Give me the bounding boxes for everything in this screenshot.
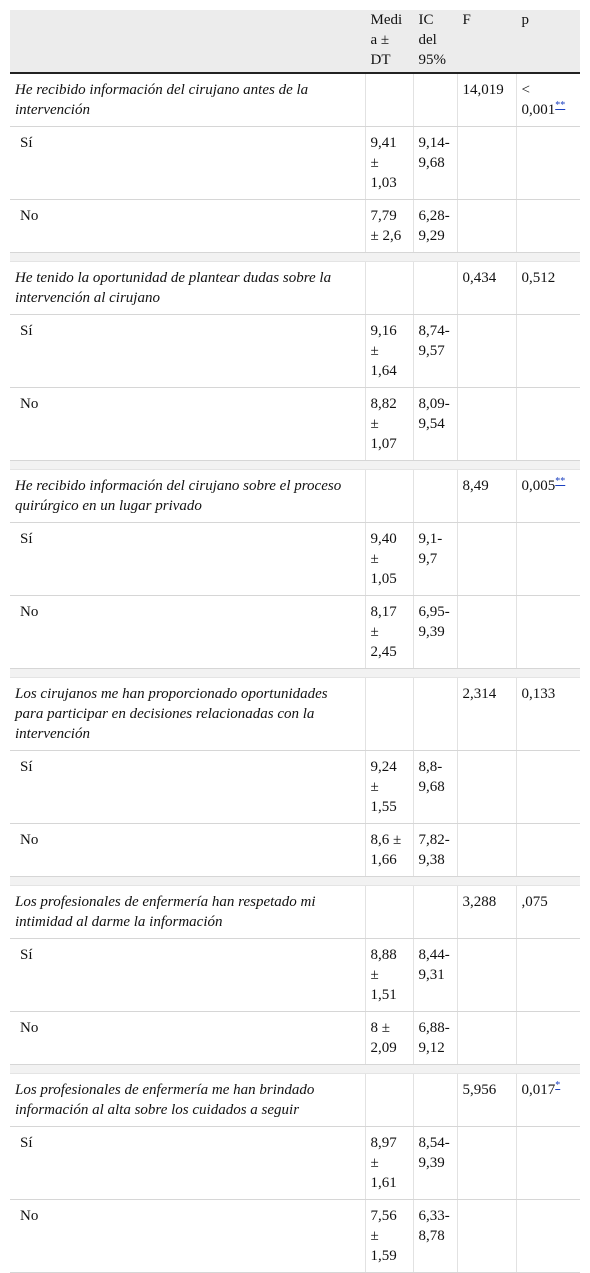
f-value: 8,49	[457, 470, 516, 523]
group-separator	[10, 669, 580, 678]
empty-cell	[457, 1200, 516, 1273]
empty-cell	[516, 388, 580, 461]
answer-row	[10, 1200, 580, 1273]
empty-cell	[516, 751, 580, 824]
question-row	[10, 470, 580, 523]
p-value-cell	[516, 262, 580, 315]
empty-cell	[457, 1012, 516, 1065]
answer-label: Sí	[10, 127, 365, 200]
answer-row	[10, 939, 580, 1012]
answer-label: Sí	[10, 939, 365, 1012]
ic-value: 8,54-9,39	[413, 1127, 457, 1200]
answer-label: No	[10, 596, 365, 669]
empty-cell	[365, 886, 413, 939]
answer-row	[10, 1012, 580, 1065]
answer-row	[10, 200, 580, 253]
header-cell-media: Media ± DT	[365, 10, 413, 73]
answer-label: No	[10, 388, 365, 461]
answer-row	[10, 523, 580, 596]
header-cell-ic: IC del 95%	[413, 10, 457, 73]
empty-cell	[457, 939, 516, 1012]
f-value: 2,314	[457, 678, 516, 751]
table-header	[10, 10, 580, 73]
question-text: He recibido información del cirujano sobre el proceso quirúrgico en un lugar privado	[10, 470, 365, 523]
media-value: 8,6 ± 1,66	[365, 824, 413, 877]
question-row	[10, 73, 580, 127]
header-cell-f: F	[457, 10, 516, 73]
empty-cell	[457, 824, 516, 877]
question-text: Los cirujanos me han proporcionado oportunidades para participar en decisiones relacionadas con la intervención	[10, 678, 365, 751]
empty-cell	[516, 127, 580, 200]
ic-value: 8,8-9,68	[413, 751, 457, 824]
empty-cell	[365, 1074, 413, 1127]
table-body	[10, 73, 580, 1273]
ic-value: 7,82-9,38	[413, 824, 457, 877]
empty-cell	[365, 73, 413, 127]
media-value: 8,88 ± 1,51	[365, 939, 413, 1012]
media-value: 8,17 ± 2,45	[365, 596, 413, 669]
p-value-cell	[516, 73, 580, 127]
p-value-cell	[516, 470, 580, 523]
p-value-cell	[516, 886, 580, 939]
media-value: 9,40 ± 1,05	[365, 523, 413, 596]
question-text: Los profesionales de enfermería han respetado mi intimidad al darme la información	[10, 886, 365, 939]
empty-cell	[413, 1074, 457, 1127]
ic-value: 6,88-9,12	[413, 1012, 457, 1065]
empty-cell	[413, 678, 457, 751]
separator-cell	[10, 253, 580, 262]
p-value-cell	[516, 678, 580, 751]
group-separator	[10, 461, 580, 470]
media-value: 8,97 ± 1,61	[365, 1127, 413, 1200]
question-text: He recibido información del cirujano antes de la intervención	[10, 73, 365, 127]
media-value: 9,41 ± 1,03	[365, 127, 413, 200]
p-value: 0,133	[521, 686, 556, 702]
f-value: 3,288	[457, 886, 516, 939]
empty-cell	[457, 388, 516, 461]
question-row	[10, 886, 580, 939]
empty-cell	[516, 596, 580, 669]
empty-cell	[516, 1127, 580, 1200]
empty-cell	[516, 200, 580, 253]
p-value: < 0,001	[521, 82, 556, 118]
answer-row	[10, 1127, 580, 1200]
empty-cell	[516, 315, 580, 388]
media-value: 7,79 ± 2,6	[365, 200, 413, 253]
answer-label: No	[10, 200, 365, 253]
ic-value: 8,74-9,57	[413, 315, 457, 388]
footnote-link[interactable]: *	[555, 1080, 561, 1091]
separator-cell	[10, 1065, 580, 1074]
empty-cell	[365, 262, 413, 315]
answer-label: Sí	[10, 1127, 365, 1200]
media-value: 9,16 ± 1,64	[365, 315, 413, 388]
answer-label: No	[10, 1012, 365, 1065]
answer-row	[10, 824, 580, 877]
separator-cell	[10, 669, 580, 678]
answer-label: No	[10, 824, 365, 877]
answer-label: No	[10, 1200, 365, 1273]
answer-row	[10, 596, 580, 669]
separator-cell	[10, 877, 580, 886]
media-value: 9,24 ± 1,55	[365, 751, 413, 824]
empty-cell	[365, 678, 413, 751]
group-separator	[10, 1065, 580, 1074]
empty-cell	[516, 824, 580, 877]
question-text: He tenido la oportunidad de plantear dudas sobre la intervención al cirujano	[10, 262, 365, 315]
results-table	[10, 10, 580, 1273]
empty-cell	[516, 523, 580, 596]
separator-cell	[10, 461, 580, 470]
empty-cell	[365, 470, 413, 523]
empty-cell	[457, 127, 516, 200]
answer-label: Sí	[10, 751, 365, 824]
ic-value: 8,44-9,31	[413, 939, 457, 1012]
empty-cell	[457, 523, 516, 596]
question-row	[10, 678, 580, 751]
group-separator	[10, 253, 580, 262]
answer-label: Sí	[10, 523, 365, 596]
answer-label: Sí	[10, 315, 365, 388]
p-value-cell	[516, 1074, 580, 1127]
p-value: 0,512	[521, 270, 556, 286]
header-cell-item	[10, 10, 365, 73]
answer-row	[10, 315, 580, 388]
media-value: 8 ± 2,09	[365, 1012, 413, 1065]
empty-cell	[457, 596, 516, 669]
empty-cell	[516, 1012, 580, 1065]
answer-row	[10, 751, 580, 824]
footnote-link[interactable]: **	[555, 100, 566, 111]
f-value: 14,019	[457, 73, 516, 127]
ic-value: 6,33-8,78	[413, 1200, 457, 1273]
p-value: 0,017	[521, 1082, 556, 1098]
footnote-link[interactable]: **	[555, 476, 566, 487]
empty-cell	[516, 939, 580, 1012]
media-value: 7,56 ± 1,59	[365, 1200, 413, 1273]
empty-cell	[413, 262, 457, 315]
ic-value: 8,09-9,54	[413, 388, 457, 461]
empty-cell	[516, 1200, 580, 1273]
answer-row	[10, 388, 580, 461]
f-value: 0,434	[457, 262, 516, 315]
p-value: 0,005	[521, 478, 556, 494]
question-text: Los profesionales de enfermería me han brindado información al alta sobre los cuidados a seguir	[10, 1074, 365, 1127]
p-value: ,075	[521, 894, 548, 910]
header-cell-p: p	[516, 10, 580, 73]
media-value: 8,82 ± 1,07	[365, 388, 413, 461]
empty-cell	[457, 315, 516, 388]
group-separator	[10, 877, 580, 886]
ic-value: 9,14-9,68	[413, 127, 457, 200]
ic-value: 9,1-9,7	[413, 523, 457, 596]
empty-cell	[413, 886, 457, 939]
ic-value: 6,95-9,39	[413, 596, 457, 669]
empty-cell	[457, 1127, 516, 1200]
empty-cell	[457, 200, 516, 253]
f-value: 5,956	[457, 1074, 516, 1127]
answer-row	[10, 127, 580, 200]
empty-cell	[413, 470, 457, 523]
empty-cell	[413, 73, 457, 127]
question-row	[10, 262, 580, 315]
question-row	[10, 1074, 580, 1127]
ic-value: 6,28-9,29	[413, 200, 457, 253]
empty-cell	[457, 751, 516, 824]
